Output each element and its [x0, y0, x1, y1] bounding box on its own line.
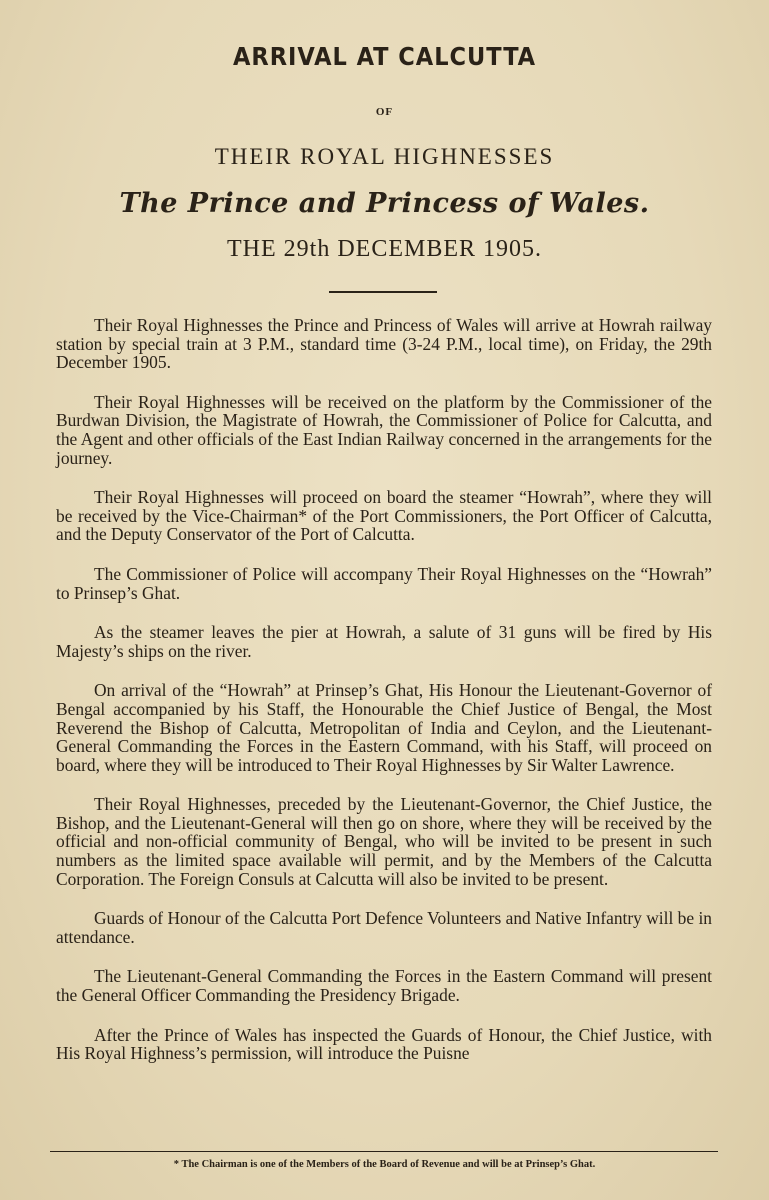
document-date: THE 29th DECEMBER 1905. [227, 236, 542, 262]
paragraph: After the Prince of Wales has inspected the Guards of Honour, the Chief Justice, with His Royal Highness’s permission, will introduce the Puisne [56, 1024, 712, 1064]
paragraph: Their Royal Highnesses will be received on the platform by the Commissioner of the Burdwan Division, the Magistrate of Howrah, the Commissioner of Police for Calcutta, and the Agent and other officials of the East Indian Railway concerned in the arrangements for the journey. [56, 391, 712, 468]
title-divider [329, 291, 437, 293]
royal-names: The Prince and Princess of Wales. [119, 188, 650, 219]
title-connector: OF [375, 106, 394, 118]
document-body [56, 316, 712, 1084]
document-title: ARRIVAL AT CALCUTTA [232, 42, 537, 71]
paragraph: The Commissioner of Police will accompany Their Royal Highnesses on the “Howrah” to Prinsep’s Ghat. [56, 563, 712, 603]
paragraph: Their Royal Highnesses, preceded by the Lieutenant-Governor, the Chief Justice, the Bishop, and the Lieutenant-General will then go on shore, where they will be received by the official and non-official community of Bengal, who will be invited to be present in such numbers as the limited space available will permit, and by the Members of the Calcutta Corporation. The Foreign Consuls at Calcutta will also be invited to be present. [56, 794, 712, 889]
footnote-divider [50, 1151, 718, 1152]
paragraph: Their Royal Highnesses the Prince and Princess of Wales will arrive at Howrah railway station by special train at 3 P.M., standard time (3-24 P.M., local time), on Friday, the 29th December 1905. [56, 315, 712, 373]
paragraph: The Lieutenant-General Commanding the Forces in the Eastern Command will present the General Officer Commanding the Presidency Brigade. [56, 966, 712, 1006]
footnote: * The Chairman is one of the Members of the Board of Revenue and will be at Prinsep’s Ghat. [173, 1159, 596, 1170]
document-subtitle: THEIR ROYAL HIGHNESSES [214, 144, 555, 169]
paragraph: Guards of Honour of the Calcutta Port Defence Volunteers and Native Infantry will be in attendance. [56, 908, 712, 947]
paragraph: On arrival of the “Howrah” at Prinsep’s Ghat, His Honour the Lieutenant-Governor of Bengal accompanied by his Staff, the Honourable the Chief Justice of Bengal, the Most Reverend the Bishop of Calcutta, Metropolitan of India and Ceylon, and the Lieutenant-General Commanding the Forces in the Eastern Command, with his Staff, will proceed on board, where they will be introduced to Their Royal Highnesses by Sir Walter Lawrence. [56, 680, 712, 775]
paragraph: As the steamer leaves the pier at Howrah, a salute of 31 guns will be fired by His Majesty’s ships on the river. [56, 622, 712, 661]
paragraph: Their Royal Highnesses will proceed on board the steamer “Howrah”, where they will be received by the Vice-Chairman* of the Port Commissioners, the Port Officer of Calcutta, and the Deputy Conservator of the Port of Calcutta. [56, 487, 712, 545]
